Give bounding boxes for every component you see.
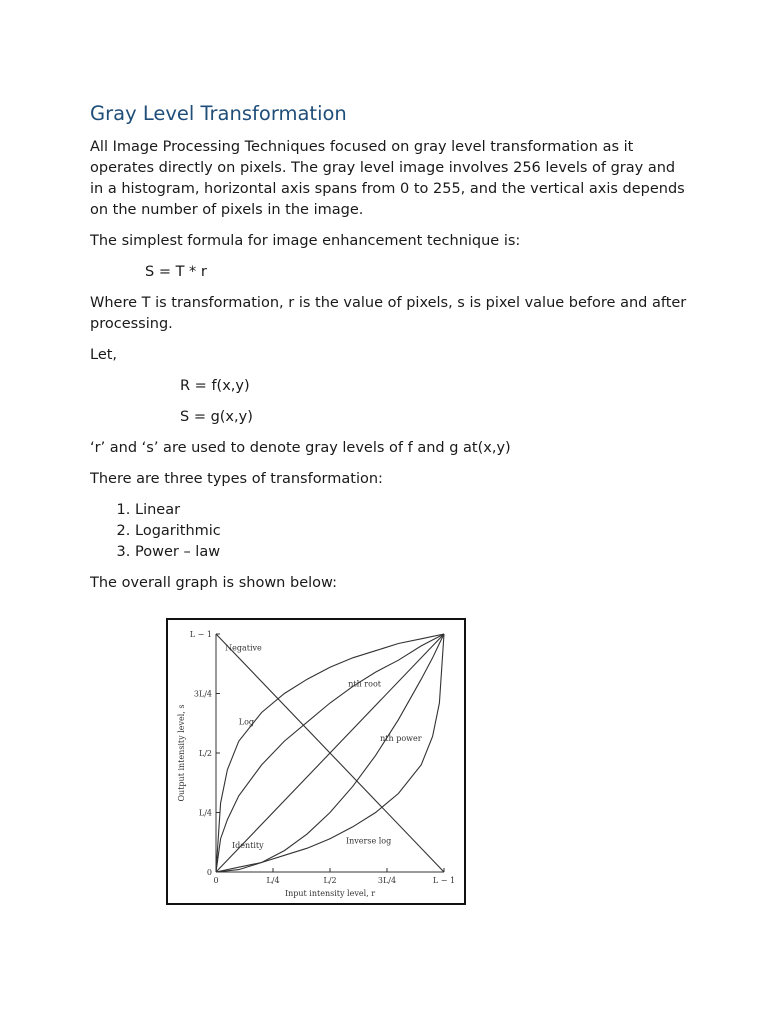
list-item: 3. Power – law — [135, 542, 690, 563]
where-paragraph: Where T is transformation, r is the value of pixels, s is pixel value before and after processing. — [90, 295, 687, 332]
graph-intro: The overall graph is shown below: — [90, 575, 337, 591]
types-intro: There are three types of transformation: — [90, 471, 383, 487]
x-tick-label: 3L/4 — [377, 876, 397, 885]
series-label-log: Log — [238, 717, 255, 727]
let-label: Let, — [90, 347, 118, 363]
y-tick-label: L/2 — [198, 749, 212, 758]
series-label-identity: Identity — [231, 841, 264, 851]
intro-paragraph: All Image Processing Techniques focused on gray level transformation as it operates directly on pixels. The gray level image involves 256 levels of gray and in a histogram, horizontal axis spans from 0 to 255, and the vertical axis depends on the number of pixels in the image. — [90, 139, 685, 218]
transformation-chart — [168, 620, 464, 903]
formula: S = T * r — [145, 264, 207, 280]
series-label-negative: Negative — [225, 643, 262, 653]
x-tick-label: L − 1 — [432, 876, 456, 885]
types-list — [90, 500, 690, 563]
r-definition: R = f(x,y) — [180, 378, 250, 394]
s-definition: S = g(x,y) — [180, 409, 253, 425]
y-axis-label: Output intensity level, s — [177, 704, 186, 802]
document-body — [90, 100, 690, 604]
x-axis-label: Input intensity level, r — [284, 889, 376, 898]
series-label-inverse-log: Inverse log — [345, 836, 392, 846]
x-tick-label: 0 — [213, 876, 219, 885]
list-item: 1. Linear — [135, 500, 690, 521]
x-tick-label: L/2 — [323, 876, 337, 885]
transformation-graph-figure — [166, 618, 466, 905]
series-label-nth-power: nth power — [380, 734, 422, 744]
formula-intro: The simplest formula for image enhancement technique is: — [90, 233, 521, 249]
list-item: 2. Logarithmic — [135, 521, 690, 542]
y-tick-label: L/4 — [198, 808, 212, 818]
y-tick-label: 3L/4 — [193, 689, 212, 699]
y-tick-label: L − 1 — [189, 630, 212, 639]
page-title: Gray Level Transformation — [90, 102, 347, 125]
x-tick-label: L/4 — [266, 876, 280, 885]
denote-paragraph: ‘r’ and ‘s’ are used to denote gray levels of f and g at(x,y) — [90, 440, 511, 456]
y-tick-label: 0 — [206, 868, 212, 877]
series-label-nth-root: nth root — [348, 679, 381, 689]
